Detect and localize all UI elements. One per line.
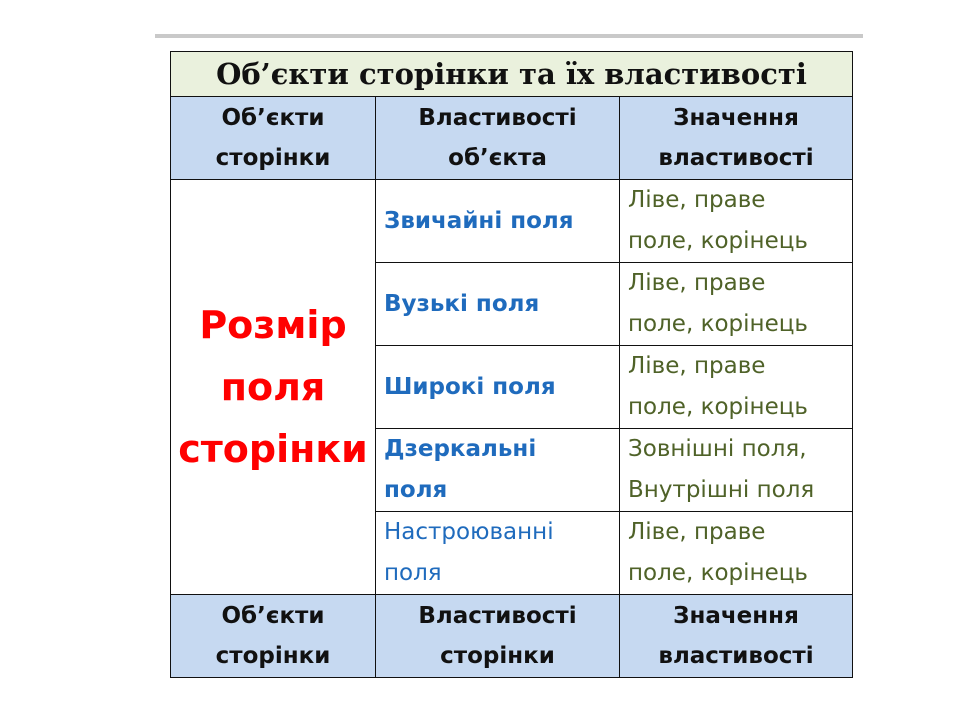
header-row: [171, 97, 853, 180]
empty-cell: [376, 678, 620, 679]
property-cell: Вузькі поля: [376, 263, 620, 346]
table-viewport: [169, 50, 853, 678]
object-name-cell: Розмір поля сторінки: [171, 180, 376, 595]
value-cell: Ліве, праве поле, корінець: [620, 512, 853, 595]
empty-cell: [171, 678, 376, 679]
property-cell: Широкі поля: [376, 346, 620, 429]
value-cell: Ліве, праве поле, корінець: [620, 180, 853, 263]
header-page-properties: Властивості сторінки: [376, 595, 620, 678]
header-properties: Властивості об’єкта: [376, 97, 620, 180]
header-values: Значення властивості: [620, 97, 853, 180]
page-objects-table: [170, 51, 853, 678]
empty-cell: [620, 678, 853, 679]
top-divider: [155, 34, 863, 38]
property-cell: Настроюванні поля: [376, 512, 620, 595]
header-objects: Об’єкти сторінки: [171, 595, 376, 678]
header-objects: Об’єкти сторінки: [171, 97, 376, 180]
table-row-cut-off: [171, 678, 853, 679]
title-row: [171, 52, 853, 97]
table-row: [171, 180, 853, 263]
value-cell: Ліве, праве поле, корінець: [620, 346, 853, 429]
property-cell: Дзеркальні поля: [376, 429, 620, 512]
header-values: Значення властивості: [620, 595, 853, 678]
table-title: Об’єкти сторінки та їх властивості: [171, 52, 853, 97]
value-cell: Зовнішні поля, Внутрішні поля: [620, 429, 853, 512]
value-cell: Ліве, праве поле, корінець: [620, 263, 853, 346]
header-row-2: [171, 595, 853, 678]
property-cell: Звичайні поля: [376, 180, 620, 263]
